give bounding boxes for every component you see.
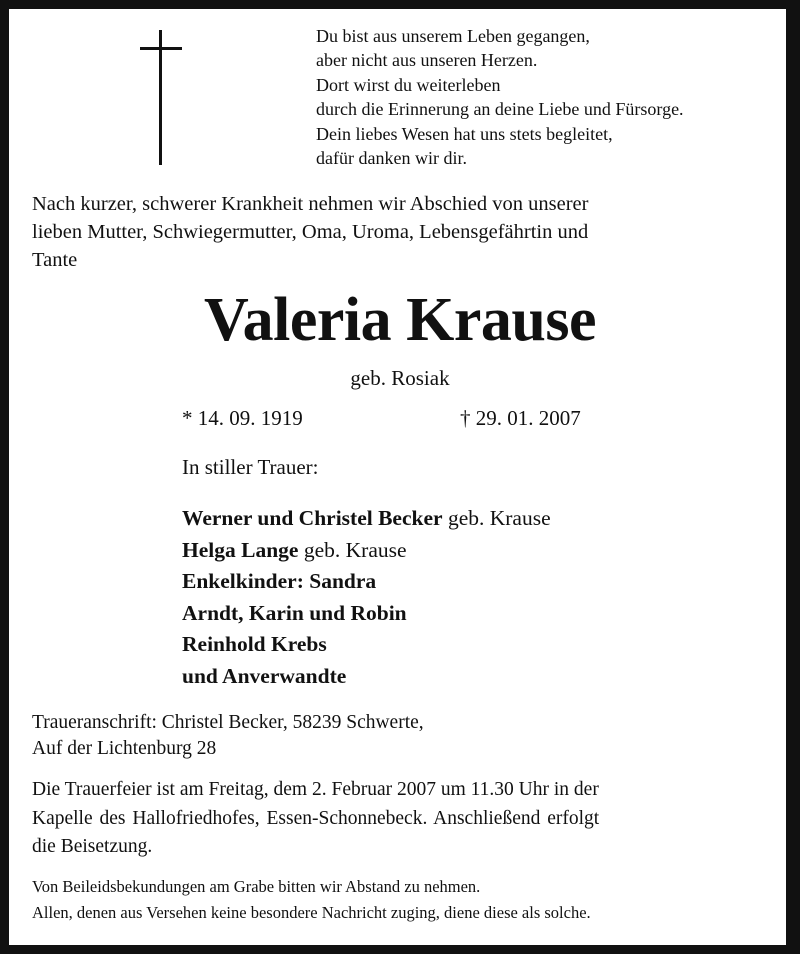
poem-line: Du bist aus unserem Leben gegangen, <box>316 26 590 46</box>
mourner-detail: geb. Krause <box>442 506 551 530</box>
mourner-line <box>182 661 551 693</box>
mourning-address <box>32 710 424 762</box>
mourner-detail: geb. Krause <box>298 537 407 562</box>
address-line: Traueranschrift: Christel Becker, 58239 Schwerte, <box>32 712 424 733</box>
poem-line: durch die Erinnerung an deine Liebe und Fürsorge. <box>316 99 684 120</box>
note-line: Allen, denen aus Versehen keine besondere Nachricht zuging, diene diese als solche. <box>32 903 591 922</box>
intro-line: Nach kurzer, schwerer Krankheit nehmen wir Abschied von unserer <box>32 193 589 215</box>
intro-text <box>32 190 762 274</box>
poem-line: Dein liebes Wesen hat uns stets begleitet, <box>316 123 613 144</box>
ceremony-line: die Beisetzung. <box>32 836 153 857</box>
mourner-line <box>182 629 551 661</box>
mourner-name: Helga Lange <box>182 537 299 562</box>
mourner-line <box>182 535 551 567</box>
poem-line: aber nicht aus unseren Herzen. <box>316 50 538 71</box>
mourner-line <box>182 503 551 535</box>
ceremony-line: Kapelle des Hallofriedhofes, Essen-Schonnebeck. Anschließend erfolgt <box>32 807 600 829</box>
ceremony-text <box>32 776 599 862</box>
mourner-name: Reinhold Krebs <box>182 632 327 656</box>
deceased-name: Valeria Krause <box>204 286 596 354</box>
cross-icon <box>140 30 182 165</box>
intro-line: lieben Mutter, Schwiegermutter, Oma, Uroma, Lebensgefährtin und <box>32 221 589 243</box>
note-line: Von Beileidsbekundungen am Grabe bitten wir Abstand zu nehmen. <box>32 877 481 896</box>
poem-line: Dort wirst du weiterleben <box>316 74 501 95</box>
mourner-name: Arndt, Karin und Robin <box>182 600 407 625</box>
closing-notes <box>32 874 591 926</box>
mourner-name: Enkelkinder: Sandra <box>182 569 377 593</box>
mourner-line <box>182 598 551 630</box>
mourner-name: und Anverwandte <box>182 663 347 688</box>
poem <box>316 24 684 170</box>
death-date: † 29. 01. 2007 <box>460 406 581 430</box>
birth-name: geb. Rosiak <box>350 366 450 390</box>
birth-date: * 14. 09. 1919 <box>182 406 303 430</box>
mourner-line <box>182 566 551 598</box>
intro-line: Tante <box>32 249 78 271</box>
poem-line: dafür danken wir dir. <box>316 148 467 169</box>
address-line: Auf der Lichtenburg 28 <box>32 738 217 759</box>
ceremony-line: Die Trauerfeier ist am Freitag, dem 2. Februar 2007 um 11.30 Uhr in der <box>32 779 599 800</box>
mourners-list <box>182 503 551 692</box>
mourner-name: Werner und Christel Becker <box>182 506 443 530</box>
mourning-label: In stiller Trauer: <box>182 455 319 479</box>
